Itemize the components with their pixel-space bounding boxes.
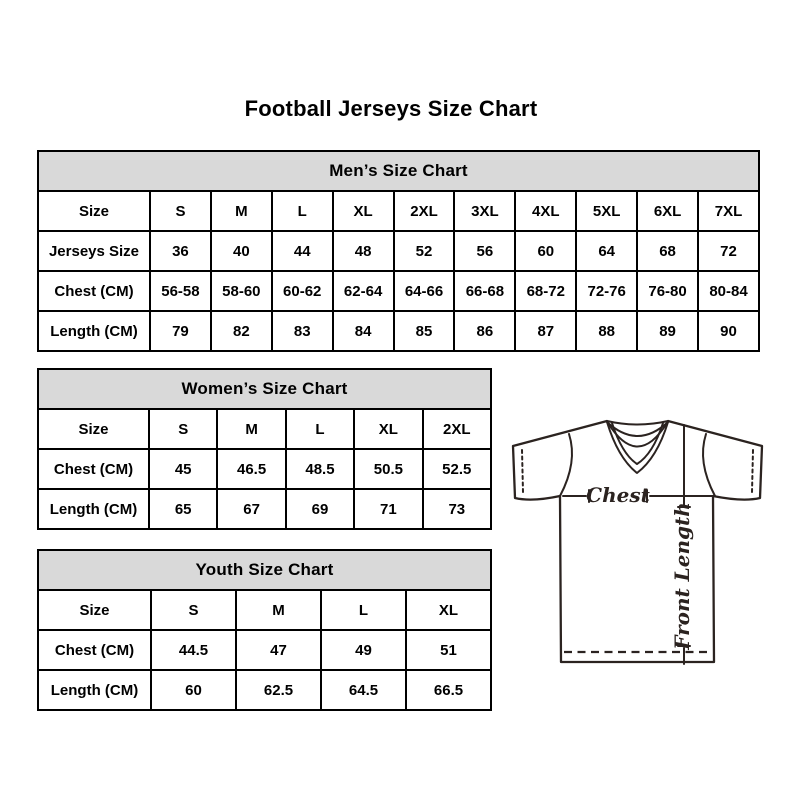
data-cell: 62.5 (236, 670, 321, 710)
data-cell: 66-68 (454, 271, 515, 311)
row-header-cell: Length (CM) (38, 489, 149, 529)
right-sleeve-seam (703, 434, 715, 496)
data-cell: 82 (211, 311, 272, 351)
table-row (38, 590, 491, 630)
data-cell: 68-72 (515, 271, 576, 311)
row-header-cell: Length (CM) (38, 311, 150, 351)
jersey-measurement-diagram (500, 410, 768, 670)
table-title: Youth Size Chart (38, 550, 491, 590)
table-title-row (38, 369, 491, 409)
page-title: Football Jerseys Size Chart (244, 96, 538, 121)
data-cell: 49 (321, 630, 406, 670)
data-cell: 73 (423, 489, 491, 529)
vneck-inner-line (612, 423, 663, 464)
row-header-cell: Size (38, 191, 150, 231)
data-cell: 60-62 (272, 271, 333, 311)
jersey-outline-icon (500, 410, 768, 670)
table-row (38, 449, 491, 489)
womens-size-table (37, 368, 492, 530)
data-cell: L (286, 409, 354, 449)
table-title: Women’s Size Chart (38, 369, 491, 409)
data-cell: 51 (406, 630, 491, 670)
data-cell: 66.5 (406, 670, 491, 710)
data-cell: 7XL (698, 191, 759, 231)
data-cell: 89 (637, 311, 698, 351)
data-cell: 80-84 (698, 271, 759, 311)
data-cell: 46.5 (217, 449, 285, 489)
table-row (38, 191, 759, 231)
data-cell: L (321, 590, 406, 630)
data-cell: 47 (236, 630, 321, 670)
data-cell: 40 (211, 231, 272, 271)
data-cell: 71 (354, 489, 422, 529)
data-cell: 60 (515, 231, 576, 271)
data-cell: 52.5 (423, 449, 491, 489)
data-cell: 64.5 (321, 670, 406, 710)
data-cell: L (272, 191, 333, 231)
data-cell: 90 (698, 311, 759, 351)
data-cell: 2XL (394, 191, 455, 231)
youth-size-table (37, 549, 492, 711)
table-title-row (38, 550, 491, 590)
data-cell: 83 (272, 311, 333, 351)
left-cuff-dashed-line (522, 450, 523, 492)
data-cell: 36 (150, 231, 211, 271)
data-cell: 5XL (576, 191, 637, 231)
data-cell: XL (406, 590, 491, 630)
row-header-cell: Chest (CM) (38, 449, 149, 489)
data-cell: 56-58 (150, 271, 211, 311)
row-header-cell: Jerseys Size (38, 231, 150, 271)
data-cell: 88 (576, 311, 637, 351)
data-cell: 56 (454, 231, 515, 271)
data-cell: 72 (698, 231, 759, 271)
data-cell: 4XL (515, 191, 576, 231)
data-cell: 64-66 (394, 271, 455, 311)
data-cell: 60 (151, 670, 236, 710)
collar-top-edge (607, 421, 668, 425)
data-cell: 58-60 (211, 271, 272, 311)
row-header-cell: Size (38, 590, 151, 630)
data-cell: 48.5 (286, 449, 354, 489)
data-cell: 2XL (423, 409, 491, 449)
data-cell: 87 (515, 311, 576, 351)
data-cell: M (217, 409, 285, 449)
data-cell: 62-64 (333, 271, 394, 311)
shirt-outline (513, 421, 762, 662)
row-header-cell: Chest (CM) (38, 630, 151, 670)
data-cell: 50.5 (354, 449, 422, 489)
table-row (38, 409, 491, 449)
data-cell: 6XL (637, 191, 698, 231)
data-cell: S (151, 590, 236, 630)
table-row (38, 630, 491, 670)
data-cell: 44.5 (151, 630, 236, 670)
row-header-cell: Length (CM) (38, 670, 151, 710)
data-cell: 44 (272, 231, 333, 271)
data-cell: 72-76 (576, 271, 637, 311)
data-cell: 45 (149, 449, 217, 489)
table-row (38, 231, 759, 271)
data-cell: 3XL (454, 191, 515, 231)
table-title-row (38, 151, 759, 191)
table-row (38, 489, 491, 529)
table-title: Men’s Size Chart (38, 151, 759, 191)
front-length-label: Front Length (670, 502, 694, 650)
data-cell: 79 (150, 311, 211, 351)
data-cell: 85 (394, 311, 455, 351)
data-cell: 48 (333, 231, 394, 271)
data-cell: XL (354, 409, 422, 449)
data-cell: 64 (576, 231, 637, 271)
chest-label: Chest (586, 483, 650, 507)
data-cell: M (211, 191, 272, 231)
mens-size-table (37, 150, 760, 352)
data-cell: 86 (454, 311, 515, 351)
data-cell: S (149, 409, 217, 449)
table-row (38, 271, 759, 311)
data-cell: 84 (333, 311, 394, 351)
data-cell: 68 (637, 231, 698, 271)
data-cell: 69 (286, 489, 354, 529)
row-header-cell: Size (38, 409, 149, 449)
right-cuff-dashed-line (752, 450, 753, 492)
data-cell: 52 (394, 231, 455, 271)
left-sleeve-seam (560, 434, 572, 496)
data-cell: M (236, 590, 321, 630)
data-cell: 76-80 (637, 271, 698, 311)
table-row (38, 311, 759, 351)
row-header-cell: Chest (CM) (38, 271, 150, 311)
data-cell: 65 (149, 489, 217, 529)
data-cell: 67 (217, 489, 285, 529)
table-row (38, 670, 491, 710)
data-cell: S (150, 191, 211, 231)
data-cell: XL (333, 191, 394, 231)
